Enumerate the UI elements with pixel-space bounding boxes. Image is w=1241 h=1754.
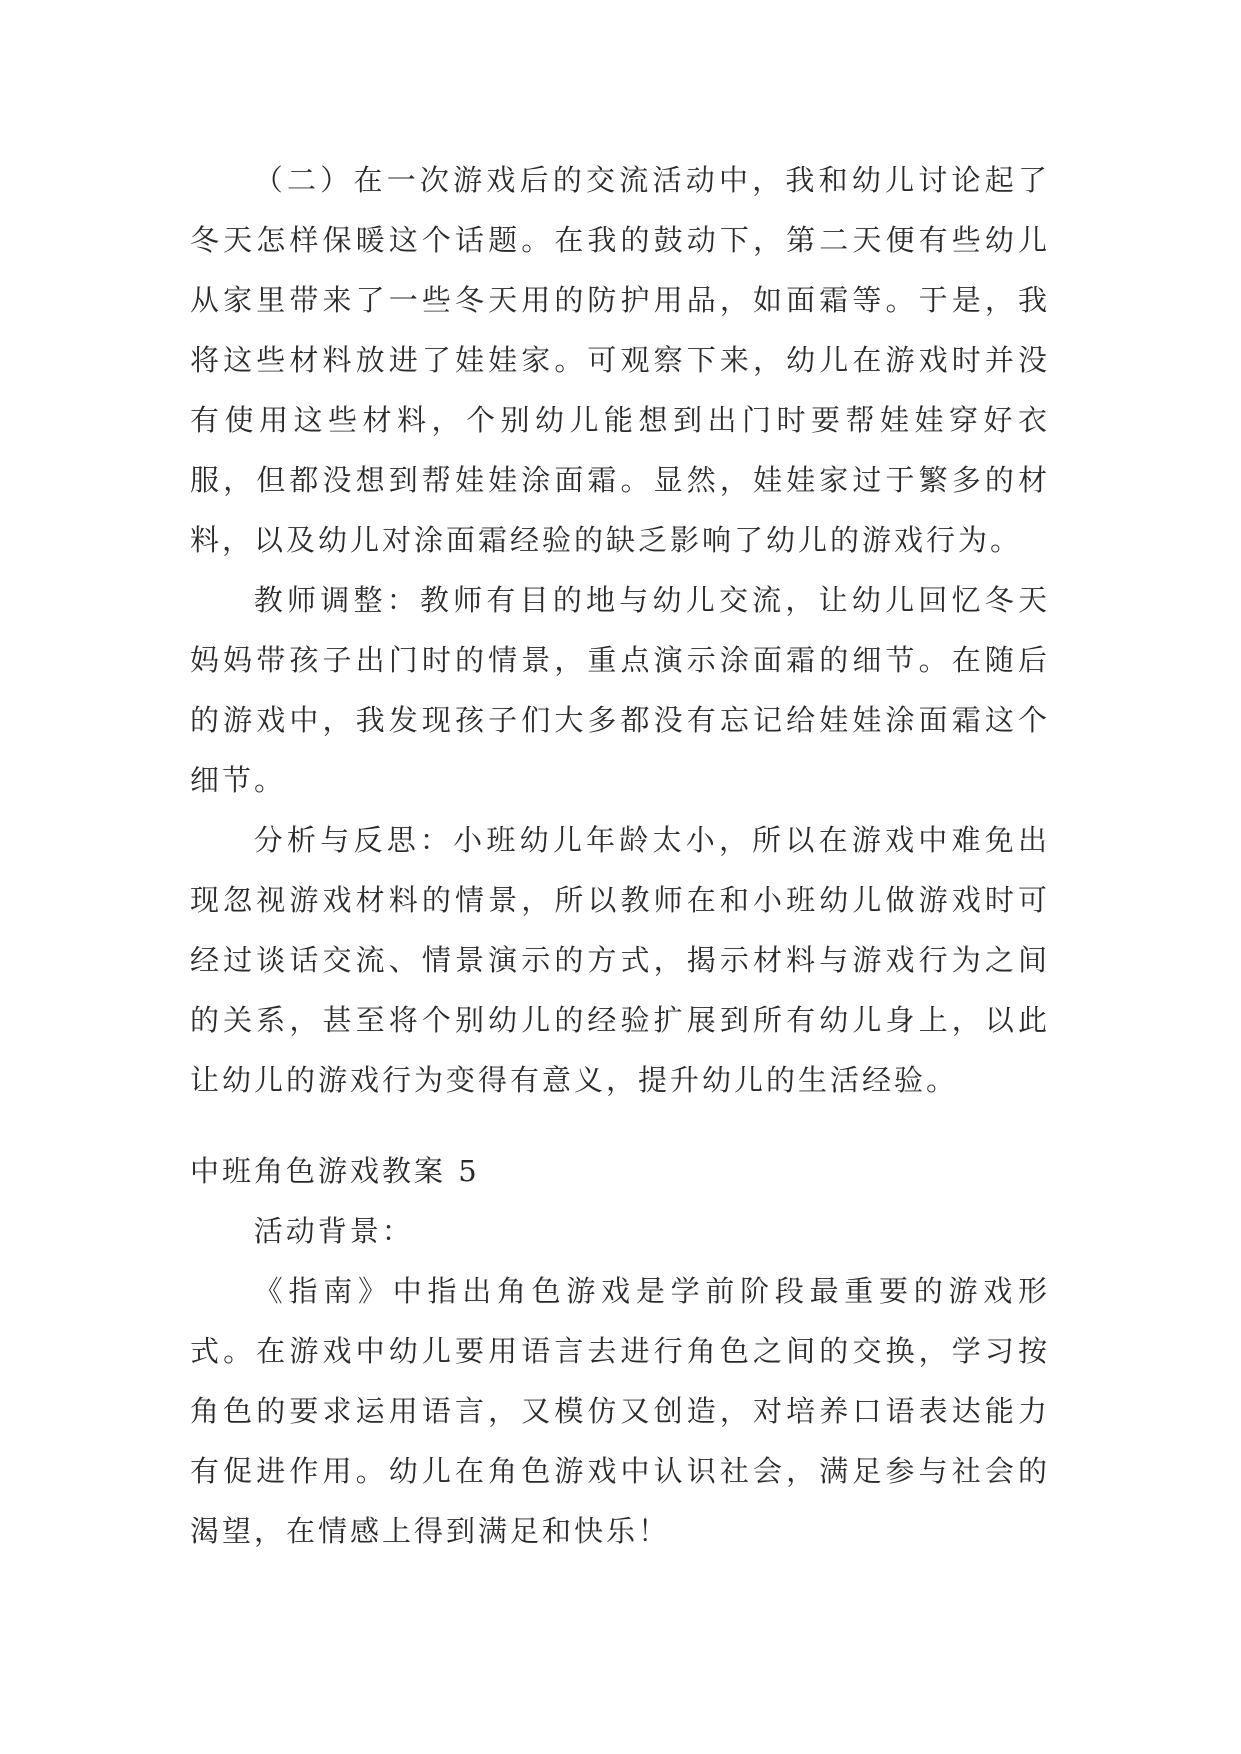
paragraph-guide-intro: 《指南》中指出角色游戏是学前阶段最重要的游戏形式。在游戏中幼儿要用语言去进行角色之间的交换，学习按角色的要求运用语言，又模仿又创造，对培养口语表达能力有促进作用。幼儿在角色游戏中认识社会，满足参与社会的渴望，在情感上得到满足和快乐！ [190, 1274, 1050, 1548]
paragraph-teacher-adjustment: 教师调整：教师有目的地与幼儿交流，让幼儿回忆冬天妈妈带孩子出门时的情景，重点演示涂面霜的细节。在随后的游戏中，我发现孩子们大多都没有忘记给娃娃涂面霜这个细节。 [190, 583, 1050, 797]
paragraph-winter-care: （二）在一次游戏后的交流活动中，我和幼儿讨论起了冬天怎样保暖这个话题。在我的鼓动下，第二天便有些幼儿从家里带来了一些冬天用的防护用品，如面霜等。于是，我将这些材料放进了娃娃家。可观察下来，幼儿在游戏时并没有使用这些材料，个别幼儿能想到出门时要帮娃娃穿好衣服，但都没想到帮娃娃涂面霜。显然，娃娃家过于繁多的材料，以及幼儿对涂面霜经验的缺乏影响了幼儿的游戏行为。 [190, 163, 1050, 557]
section-title: 中班角色游戏教案 5 [190, 1154, 480, 1188]
body-text-bottom [190, 1201, 1050, 1561]
paragraph-analysis-reflection: 分析与反思：小班幼儿年龄太小，所以在游戏中难免出现忽视游戏材料的情景，所以教师在和小班幼儿做游戏时可经过谈话交流、情景演示的方式，揭示材料与游戏行为之间的关系，甚至将个别幼儿的经验扩展到所有幼儿身上，以此让幼儿的游戏行为变得有意义，提升幼儿的生活经验。 [190, 823, 1050, 1097]
body-text-top [190, 150, 1050, 1110]
paragraph-activity-background-label: 活动背景： [253, 1214, 414, 1248]
